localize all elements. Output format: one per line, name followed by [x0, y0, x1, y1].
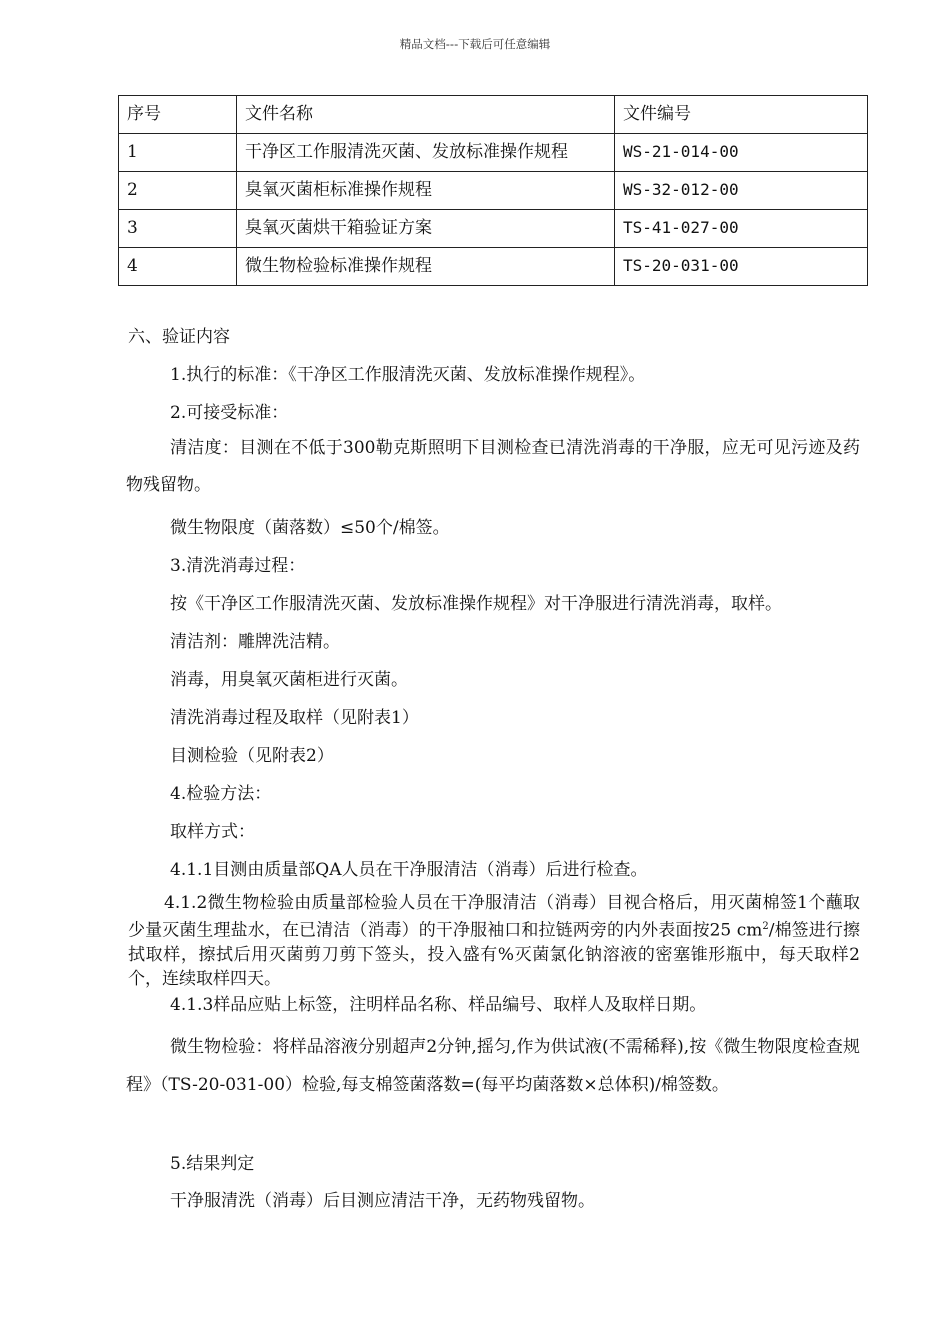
paragraph-acceptance: 2.可接受标准：	[170, 403, 289, 423]
paragraph-cleanliness: 清洁度：目测在不低于300勒克斯照明下目测检查已清洗消毒的干净服，应无可见污迹及药物残留物。	[126, 438, 860, 495]
paragraph-result-title: 5.结果判定	[170, 1154, 255, 1174]
paragraph-sampling-method: 取样方式：	[170, 822, 255, 842]
paragraph-standard: 1.执行的标准：《干净区工作服清洗灭菌、发放标准操作规程》。	[170, 365, 646, 385]
table-row	[119, 248, 868, 286]
paragraph-process-title: 3.清洗消毒过程：	[170, 556, 306, 576]
paragraph-process: 按《干净区工作服清洗灭菌、发放标准操作规程》对干净服进行清洗消毒，取样。	[170, 594, 782, 614]
paragraph-sampling-ref: 清洗消毒过程及取样（见附表1）	[170, 708, 419, 728]
row-code: TS-41-027-00	[615, 210, 868, 248]
row-number: 3	[119, 210, 237, 248]
row-code: TS-20-031-00	[615, 248, 868, 286]
table-header-row	[119, 96, 868, 134]
paragraph-4-1-1: 4.1.1目测由质量部QA人员在干净服清洁（消毒）后进行检查。	[170, 860, 648, 880]
table-row	[119, 172, 868, 210]
header-cell-name: 文件名称	[237, 96, 615, 134]
row-code: WS-32-012-00	[615, 172, 868, 210]
section-title: 六、验证内容	[128, 327, 230, 347]
paragraph-method-title: 4.检验方法：	[170, 784, 272, 804]
paragraph-microbial-limit: 微生物限度（菌落数）≤50个/棉签。	[170, 518, 450, 538]
header-cell-code: 文件编号	[615, 96, 868, 134]
paragraph-detergent: 清洁剂：雕牌洗洁精。	[170, 632, 340, 652]
paragraph-visual-ref: 目测检验（见附表2）	[170, 746, 334, 766]
row-name: 臭氧灭菌烘干箱验证方案	[237, 210, 615, 248]
row-name: 干净区工作服清洗灭菌、发放标准操作规程	[237, 134, 615, 172]
superscript-2: 2	[762, 921, 769, 932]
row-number: 1	[119, 134, 237, 172]
paragraph-4-1-2-part-b: /棉签进行擦拭取样，擦拭后用灭菌剪刀剪下签头，投入盛有%灭菌氯化钠溶液的密塞锥形瓶中，每天取样2个，连续取样四天。	[128, 920, 860, 989]
paragraph-4-1-3: 4.1.3样品应贴上标签，注明样品名称、样品编号、取样人及取样日期。	[170, 995, 707, 1015]
paragraph-result: 干净服清洗（消毒）后目测应清洁干净，无药物残留物。	[170, 1191, 595, 1211]
paragraph-4-1-2	[128, 891, 860, 991]
header-cell-number: 序号	[119, 96, 237, 134]
paragraph-disinfection: 消毒，用臭氧灭菌柜进行灭菌。	[170, 670, 408, 690]
reference-documents-table	[118, 95, 868, 286]
table-row	[119, 134, 868, 172]
table-row	[119, 210, 868, 248]
page-header: 精品文档---下载后可任意编辑	[399, 37, 551, 51]
paragraph-4-1-2-part-a: 4.1.2微生物检验由质量部检验人员在干净服清洁（消毒）目视合格后，用灭菌棉签1个蘸取少量灭菌生理盐水，在已清洁（消毒）的干净服袖口和拉链两旁的内外表面按25 cm	[128, 893, 860, 941]
row-code: WS-21-014-00	[615, 134, 868, 172]
row-name: 微生物检验标准操作规程	[237, 248, 615, 286]
row-number: 4	[119, 248, 237, 286]
paragraph-microbial-test: 微生物检验：将样品溶液分别超声2分钟,摇匀,作为供试液(不需稀释),按《微生物限度检查规程》（TS-20-031-00）检验,每支棉签菌落数=(每平均菌落数×总体积)/棉签数。	[126, 1037, 860, 1095]
row-number: 2	[119, 172, 237, 210]
row-name: 臭氧灭菌柜标准操作规程	[237, 172, 615, 210]
